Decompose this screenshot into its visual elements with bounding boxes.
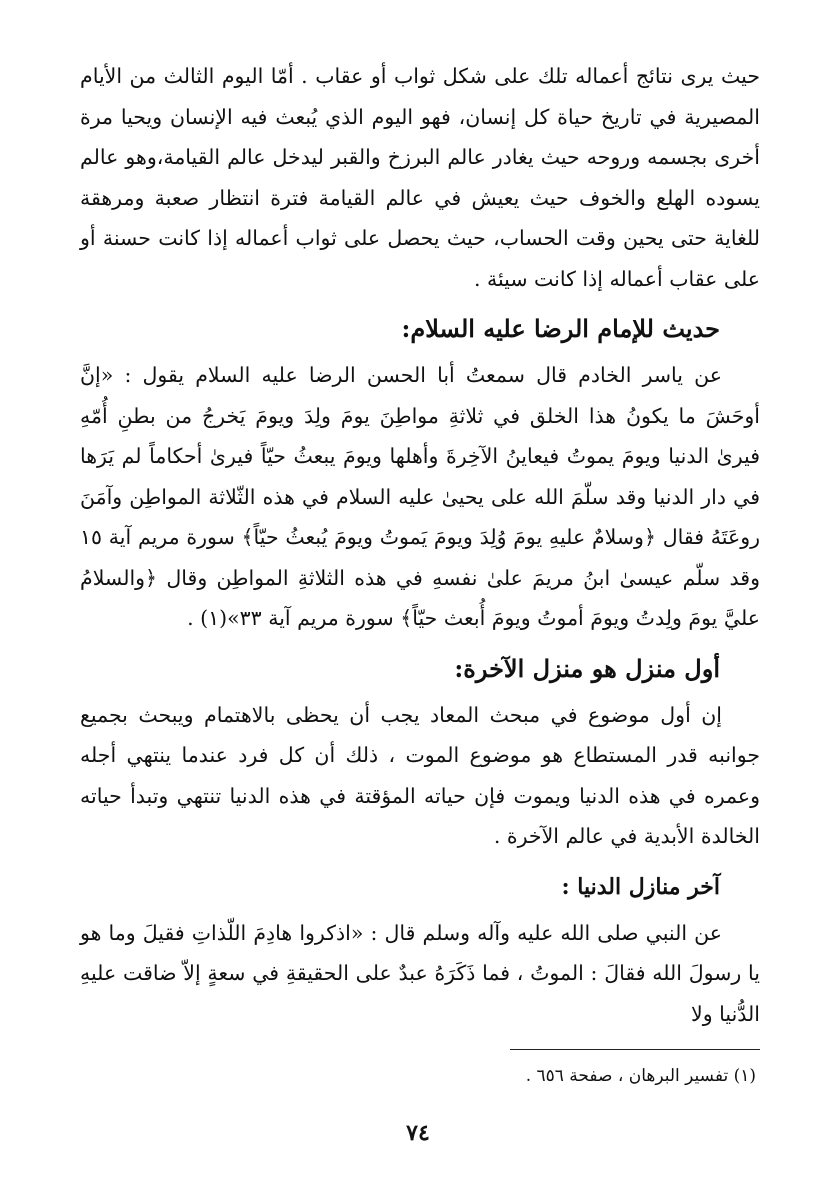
paragraph: حيث يرى نتائج أعماله تلك على شكل ثواب أو عقاب . أمّا اليوم الثالث من الأيام المصيرية في تاريخ حياة كل إنسان، فهو اليوم الذي يُبعث فيه الإنسان ويحيا مرة أخرى بجسمه وروحه حيث يغادر عالم البرزخ والقبر ليدخل عالم القيامة،وهو عالم يسوده الهلع والخوف حيث يعيش في عالم القيامة فترة انتظار صعبة ومرهقة للغاية حتى يحين وقت الحساب، حيث يحصل على ثواب أعماله إذا كانت حسنة أو على عقاب أعماله إذا كانت سيئة .	[80, 64, 760, 291]
footnote-divider	[510, 1049, 760, 1050]
paragraph: عن النبي صلى الله عليه وآله وسلم قال : «اذكروا هادِمَ اللّذاتِ فقيلَ وما هو يا رسولَ الله فقالَ : الموتُ ، فما ذَكَرَهُ عبدٌ على الحقيقةِ في سعةٍ إلاّ ضاقت عليهِ الدُّنيا ولا	[80, 920, 760, 1026]
paragraph: إن أول موضوع في مبحث المعاد يجب أن يحظى بالاهتمام ويبحث بجميع جوانبه قدر المستطاع هو موضوع الموت ، ذلك أن كل فرد عندما ينتهي أجله وعمره في هذه الدنيا ويموت فإن حياته المؤقتة في هذه الدنيا تنتهي وتبدأ حياته الخالدة الأبدية في عالم الآخرة .	[80, 702, 760, 848]
section-heading: أول منزل هو منزل الآخرة:	[454, 653, 720, 683]
paragraph: عن ياسر الخادم قال سمعتُ أبا الحسن الرضا عليه السلام يقول : «إنَّ أوحَشَ ما يكونُ هذا الخلق في ثلاثةِ مواطِنَ يومَ ولِدَ ويومَ يَخرجُ من بطنِ أُمّهِ فيرىٰ الدنيا ويومَ يموتُ فيعاينُ الآخِرةَ وأهلها ويومَ يبعثُ حيّاً فيرىٰ أحكاماً لم يَرَها في دار الدنيا وقد سلّمَ الله على يحيىٰ عليه السلام في هذه الثّلاثة المواطِن وآمَنَ روعَتَهُ فقال ﴿وسلامٌ عليهِ يومَ وُلِدَ ويومَ يَموتُ ويومَ يُبعثُ حيّاً﴾ سورة مريم آية ١٥ وقد سلّم عيسىٰ ابنُ مريمَ علىٰ نفسهِ في هذه الثلاثةِ المواطِن وقال ﴿والسلامُ عليَّ يومَ ولِدتُ ويومَ أموتُ ويومَ أُبعث حيّاً﴾ سورة مريم آية ٣٣»(١) .	[80, 363, 760, 630]
section-heading: آخر منازل الدنيا :	[561, 873, 720, 900]
footnote: (١) تفسير البرهان ، صفحة ٦٥٦ .	[525, 1066, 756, 1086]
section-heading: حديث للإمام الرضا عليه السلام:	[401, 314, 720, 343]
page-number: ٧٤	[406, 1120, 430, 1146]
page-body	[80, 56, 760, 1034]
